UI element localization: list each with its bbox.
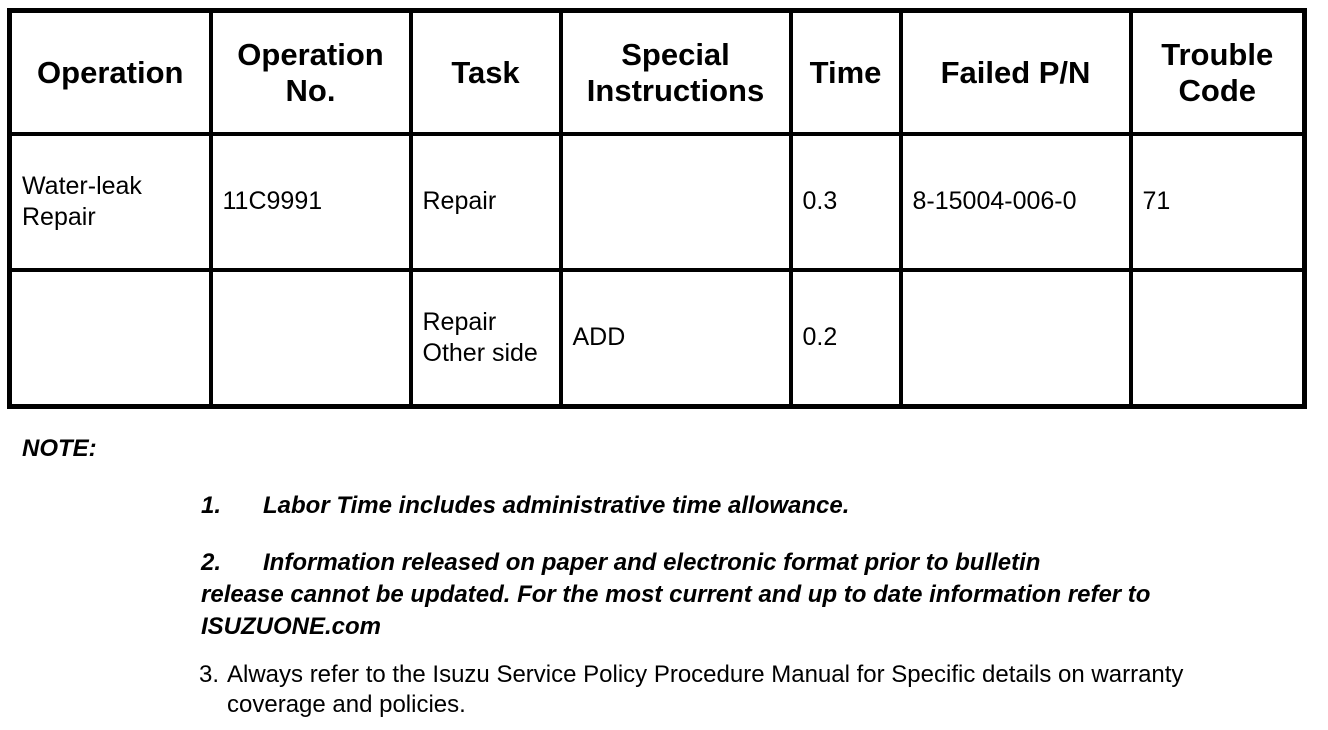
cell-task: Repair Other side: [411, 270, 561, 407]
note-item-1-number: 1.: [201, 492, 222, 519]
header-failed-pn: Failed P/N: [901, 11, 1131, 135]
note-label: NOTE:: [22, 435, 97, 462]
cell-operation: [10, 270, 211, 407]
header-trouble-code: Trouble Code: [1131, 11, 1305, 135]
note-item-2-number: 2.: [201, 549, 222, 576]
cell-operation: Water-leak Repair: [10, 134, 211, 270]
note-item-3: [199, 660, 1309, 720]
header-time: Time: [791, 11, 901, 135]
labor-operation-table: [7, 8, 1307, 409]
note-item-2: [201, 547, 1281, 643]
header-task: Task: [411, 11, 561, 135]
cell-trouble-code: [1131, 270, 1305, 407]
cell-trouble-code: 71: [1131, 134, 1305, 270]
cell-time: 0.3: [791, 134, 901, 270]
cell-special-instructions: ADD: [561, 270, 791, 407]
note-item-3-number: 3.: [199, 661, 220, 688]
cell-failed-pn: [901, 270, 1131, 407]
note-item-1: [201, 490, 1281, 522]
cell-special-instructions: [561, 134, 791, 270]
table-row: [10, 270, 1305, 407]
note-item-3-text-line1: Always refer to the Isuzu Service Policy Procedure Manual for Specific details on warranty: [227, 661, 1184, 688]
table-header-row: [10, 11, 1305, 135]
cell-task: Repair: [411, 134, 561, 270]
header-operation: Operation: [10, 11, 211, 135]
cell-failed-pn: 8-15004-006-0: [901, 134, 1131, 270]
note-item-1-text: Labor Time includes administrative time allowance.: [263, 492, 850, 519]
header-special-instructions: Special Instructions: [561, 11, 791, 135]
note-item-3-text-line2: coverage and policies.: [227, 691, 466, 718]
header-operation-no: Operation No.: [211, 11, 411, 135]
cell-operation-no: [211, 270, 411, 407]
note-item-2-text-rest: release cannot be updated. For the most current and up to date information refer to ISUZUONE.com: [201, 581, 1151, 640]
cell-operation-no: 11C9991: [211, 134, 411, 270]
table-row: [10, 134, 1305, 270]
note-item-2-text-line1: Information released on paper and electronic format prior to bulletin: [263, 549, 1041, 576]
cell-time: 0.2: [791, 270, 901, 407]
